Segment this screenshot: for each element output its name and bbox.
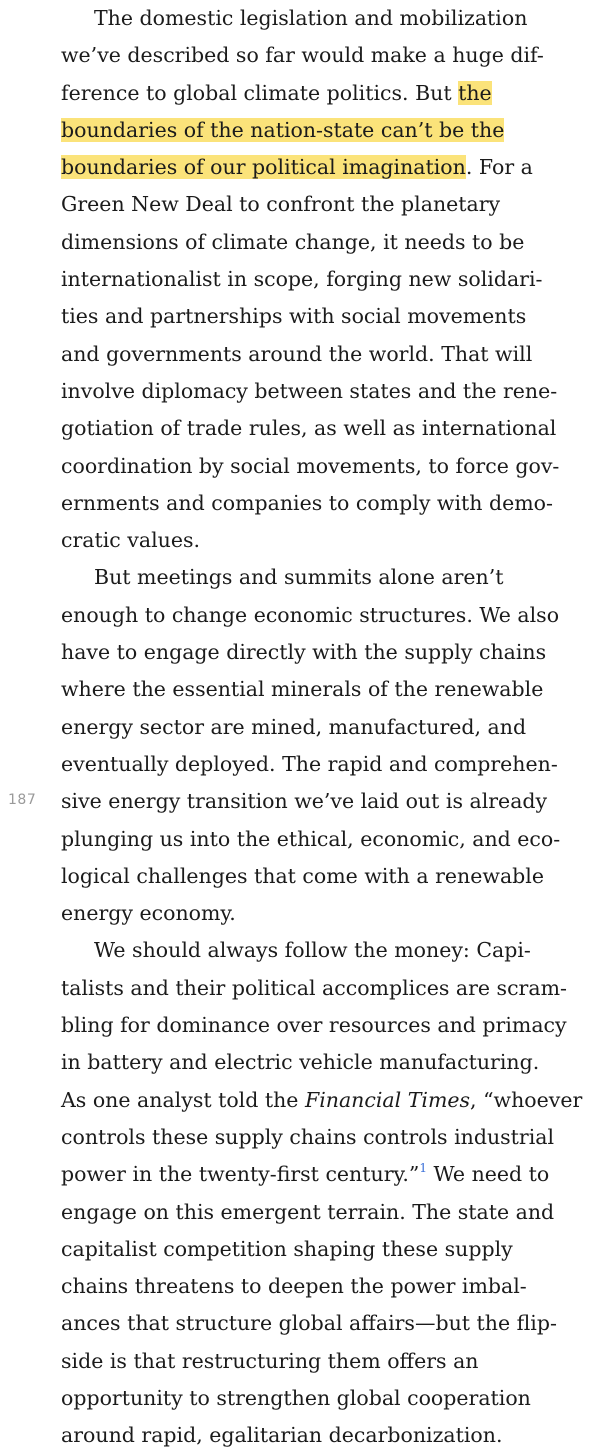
text-segment: power in the twenty-first century.” — [61, 1162, 420, 1187]
text-segment: controls these supply chains controls industrial — [61, 1124, 555, 1149]
text-line — [61, 1044, 581, 1081]
text-line — [61, 0, 581, 37]
text-segment: coordination by social movements, to force gov- — [61, 453, 560, 478]
paragraph — [61, 0, 581, 559]
text-segment: enough to change economic structures. We also — [61, 602, 560, 627]
text-segment: dimensions of climate change, it needs to be — [61, 229, 525, 254]
text-line — [61, 1231, 581, 1268]
text-segment: where the essential minerals of the renewable — [61, 677, 544, 702]
text-line — [61, 1007, 581, 1044]
text-segment: involve diplomacy between states and the rene- — [61, 378, 558, 403]
text-line — [61, 75, 581, 112]
text-line — [61, 1305, 581, 1342]
italic-title: Financial Times — [304, 1087, 471, 1112]
text-line — [61, 298, 581, 335]
text-segment: ties and partnerships with social movements — [61, 304, 527, 329]
text-segment: eventually deployed. The rapid and comprehen- — [61, 751, 558, 776]
text-line — [61, 559, 581, 596]
text-line — [61, 186, 581, 223]
text-line — [61, 1417, 581, 1454]
text-line — [61, 597, 581, 634]
highlighted-text: boundaries of our political imagination — [61, 155, 466, 180]
text-segment: , “whoever — [470, 1087, 583, 1112]
text-line — [61, 522, 581, 559]
text-segment: opportunity to strengthen global cooperation — [61, 1385, 531, 1410]
text-line — [61, 485, 581, 522]
text-line — [61, 1343, 581, 1380]
text-line — [61, 410, 581, 447]
text-segment: logical challenges that come with a renewable — [61, 863, 544, 888]
text-segment: talists and their political accomplices are scram- — [61, 975, 567, 1000]
text-segment: have to engage directly with the supply chains — [61, 640, 547, 665]
text-line — [61, 1119, 581, 1156]
text-segment: gotiation of trade rules, as well as international — [61, 416, 557, 441]
text-segment: engage on this emergent terrain. The state and — [61, 1199, 555, 1224]
body-text — [61, 0, 581, 1455]
text-segment: cratic values. — [61, 528, 201, 553]
text-line — [61, 932, 581, 969]
text-line — [61, 336, 581, 373]
text-segment: capitalist competition shaping these supply — [61, 1236, 513, 1261]
text-segment: But meetings and summits alone aren’t — [94, 565, 504, 590]
text-segment: and governments around the world. That will — [61, 341, 533, 366]
text-line — [61, 112, 581, 149]
text-line — [61, 149, 581, 186]
footnote-link[interactable]: 1 — [419, 1161, 427, 1176]
text-segment: bling for dominance over resources and primacy — [61, 1013, 567, 1038]
text-segment: We should always follow the money: Capi- — [94, 938, 531, 963]
text-line — [61, 37, 581, 74]
highlighted-text: the — [458, 80, 492, 105]
text-line — [61, 783, 581, 820]
text-segment: energy sector are mined, manufactured, and — [61, 714, 527, 739]
text-segment: sive energy transition we’ve laid out is already — [61, 789, 548, 814]
text-segment: ernments and companies to comply with demo- — [61, 490, 553, 515]
text-segment: energy economy. — [61, 901, 236, 926]
text-line — [61, 709, 581, 746]
text-line — [61, 373, 581, 410]
text-segment: we’ve described so far would make a huge dif- — [61, 43, 544, 68]
text-segment: in battery and electric vehicle manufacturing. — [61, 1050, 540, 1075]
text-line — [61, 746, 581, 783]
text-line — [61, 970, 581, 1007]
text-line — [61, 1194, 581, 1231]
text-line — [61, 821, 581, 858]
text-segment: around rapid, egalitarian decarbonization. — [61, 1423, 503, 1448]
text-line — [61, 1156, 581, 1193]
text-line — [61, 671, 581, 708]
text-line — [61, 224, 581, 261]
text-segment: Green New Deal to confront the planetary — [61, 192, 501, 217]
text-line — [61, 1268, 581, 1305]
text-segment: internationalist in scope, forging new solidari- — [61, 267, 543, 292]
text-line — [61, 634, 581, 671]
text-line — [61, 1082, 581, 1119]
text-segment: The domestic legislation and mobilization — [94, 6, 528, 30]
text-line — [61, 858, 581, 895]
text-segment: ference to global climate politics. But — [61, 80, 459, 105]
paragraph — [61, 932, 581, 1454]
text-segment: side is that restructuring them offers an — [61, 1348, 479, 1373]
text-segment: We need to — [427, 1162, 550, 1187]
text-segment: . For a — [465, 155, 533, 180]
text-segment: chains threatens to deepen the power imbal- — [61, 1274, 527, 1299]
text-segment: ances that structure global affairs—but the flip- — [61, 1311, 557, 1336]
text-line — [61, 261, 581, 298]
text-line — [61, 1380, 581, 1417]
text-line — [61, 895, 581, 932]
page-number: 187 — [8, 792, 37, 808]
text-line — [61, 448, 581, 485]
paragraph — [61, 559, 581, 932]
text-segment: As one analyst told the — [61, 1087, 305, 1112]
highlighted-text: boundaries of the nation-state can’t be the — [61, 117, 505, 142]
text-segment: plunging us into the ethical, economic, and eco- — [61, 826, 561, 851]
